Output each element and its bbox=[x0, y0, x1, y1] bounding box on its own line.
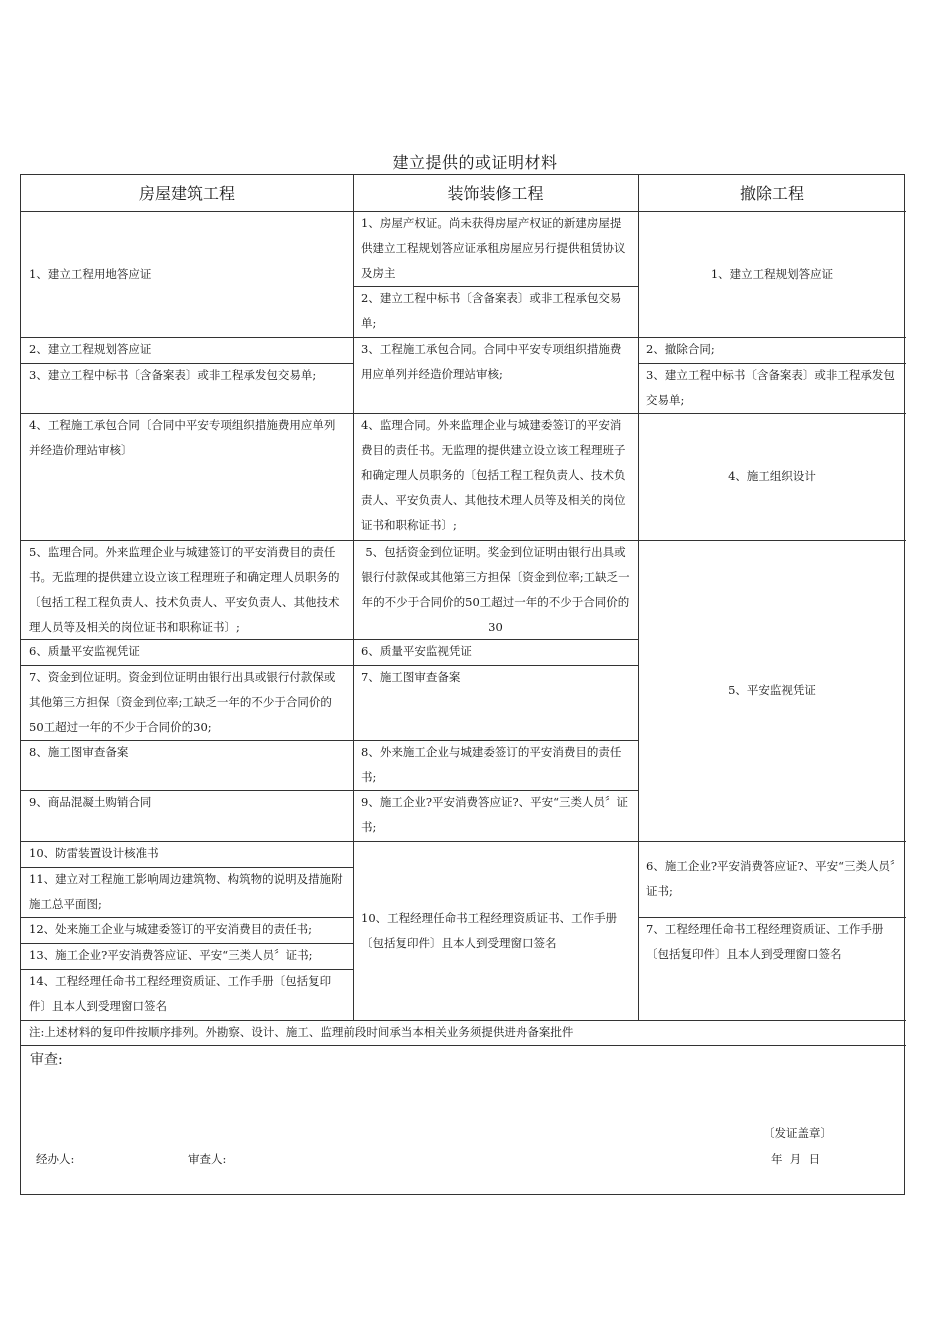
item-pm-appointment: 7、工程经理任命书工程经理资质证、工作手册〔包括复印件〕且本人到受理窗口签名 bbox=[646, 922, 884, 961]
item-funds-proof: 5、包括资金到位证明。奖金到位证明由银行出具或银行付款保或其他第三方担保〔资金到位率;工缺乏一年的不少于合同价的50工超过一年的不少于合同价的30 bbox=[361, 545, 630, 634]
item-safety-license: 13、施工企业?平安消费答应证、平安“三类人员〞证书; bbox=[29, 948, 313, 962]
review-rule bbox=[21, 1045, 906, 1046]
item-safety-license: 9、施工企业?平安消费答应证?、平安“三类人员〞证书; bbox=[361, 795, 629, 834]
item-lightning-design: 10、防雷装置设计核准书 bbox=[29, 846, 159, 860]
item-quality-safety: 6、质量平安监视凭证 bbox=[361, 644, 472, 658]
item-bid-award: 3、建立工程中标书〔含备案表〕或非工程承发包交易单; bbox=[29, 368, 317, 382]
item-pm-appointment: 10、工程经理任命书工程经理资质证书、工作手册〔包括复印件〕且本人到受理窗口签名 bbox=[361, 910, 618, 950]
item-safety-responsibility: 12、处来施工企业与城建委签订的平安消费目的责任书; bbox=[29, 922, 313, 936]
item-construction-plan: 4、施工组织设计 bbox=[728, 469, 816, 483]
seal-note: 〔发证盖章〕 bbox=[763, 1126, 832, 1140]
item-safety-supervision: 5、平安监视凭证 bbox=[728, 683, 816, 697]
item-surroundings-statement: 11、建立对工程施工影响周边建筑物、构筑物的说明及措施附施工总平面图; bbox=[29, 872, 343, 911]
item-pm-appointment: 14、工程经理任命书工程经理资质证、工作手册〔包括复印件〕且本人到受理窗口签名 bbox=[29, 974, 332, 1013]
item-safety-license: 6、施工企业?平安消费答应证?、平安“三类人员〞证书; bbox=[646, 859, 896, 898]
item-drawing-review: 7、施工图审查备案 bbox=[361, 670, 461, 684]
item-construction-contract: 4、工程施工承包合同〔合同中平安专项组织措施费用应单列并经造价理站审核〕 bbox=[29, 418, 336, 457]
item-construction-contract: 3、工程施工承包合同。合同中平安专项组织措施费用应单列并经造价理站审核; bbox=[361, 342, 622, 381]
item-land-use-permit: 1、建立工程用地答应证 bbox=[29, 266, 152, 281]
item-bid-award: 3、建立工程中标书〔含备案表〕或非工程承发包交易单; bbox=[646, 368, 895, 407]
header-decoration: 装饰装修工程 bbox=[447, 183, 544, 203]
item-planning-permit: 2、建立工程规划答应证 bbox=[29, 342, 152, 356]
item-bid-award: 2、建立工程中标书〔含备案表〕或非工程承包交易单; bbox=[361, 291, 622, 330]
handler-label: 经办人: bbox=[36, 1152, 75, 1166]
review-label: 审查: bbox=[30, 1052, 63, 1068]
document-title: 建立提供的或证明材料 bbox=[392, 153, 558, 172]
item-planning-permit: 1、建立工程规划答应证 bbox=[710, 266, 834, 281]
item-supervision-contract: 5、监理合同。外来监理企业与城建签订的平安消费目的责任书。无监理的提供建立设立该工程理班子和确定理人员职务的〔包括工程工程负责人、技术负责人、平安负责人、其他技术理人员等及相关的岗位证书和职称证书〕; bbox=[29, 545, 340, 634]
note-text: 注:上述材料的复印件按顺序排列。外勘察、设计、施工、监理前段时间承当本相关业务须提供进舟备案批件 bbox=[29, 1025, 574, 1039]
item-safety-responsibility: 8、外来施工企业与城建委签订的平安消费目的责任书; bbox=[361, 745, 622, 784]
materials-table bbox=[20, 174, 905, 1195]
item-funds-proof: 7、资金到位证明。资金到位证明由银行出具或银行付款保或其他第三方担保〔资金到位率;工缺乏一年的不少于合同价的50工超过一年的不少于合同价的30; bbox=[29, 670, 336, 734]
item-drawing-review: 8、施工图审查备案 bbox=[29, 745, 129, 759]
header-demolition: 撤除工程 bbox=[739, 183, 804, 203]
reviewer-label: 审查人: bbox=[188, 1152, 227, 1166]
item-quality-safety: 6、质量平安监视凭证 bbox=[29, 644, 140, 658]
date-label: 年 月 日 bbox=[771, 1152, 821, 1166]
item-demolition-contract: 2、撤除合同; bbox=[646, 342, 715, 356]
item-concrete-contract: 9、商品混凝土购销合同 bbox=[29, 795, 152, 809]
item-supervision-contract: 4、监理合同。外来监理企业与城建委签订的平安消费目的责任书。无监理的提供建立设立该工程理班子和确定理人员职务的〔包括工程工程负责人、技术负责人、平安负责人、其他技术理人员等及相关的岗位证书和职称证书〕; bbox=[361, 418, 626, 532]
item-property-certificate: 1、房屋产权证。尚未获得房屋产权证的新建房屋提供建立工程规划答应证承租房屋应另行提供租赁协议及房主 bbox=[361, 216, 626, 280]
header-building: 房屋建筑工程 bbox=[138, 183, 235, 203]
